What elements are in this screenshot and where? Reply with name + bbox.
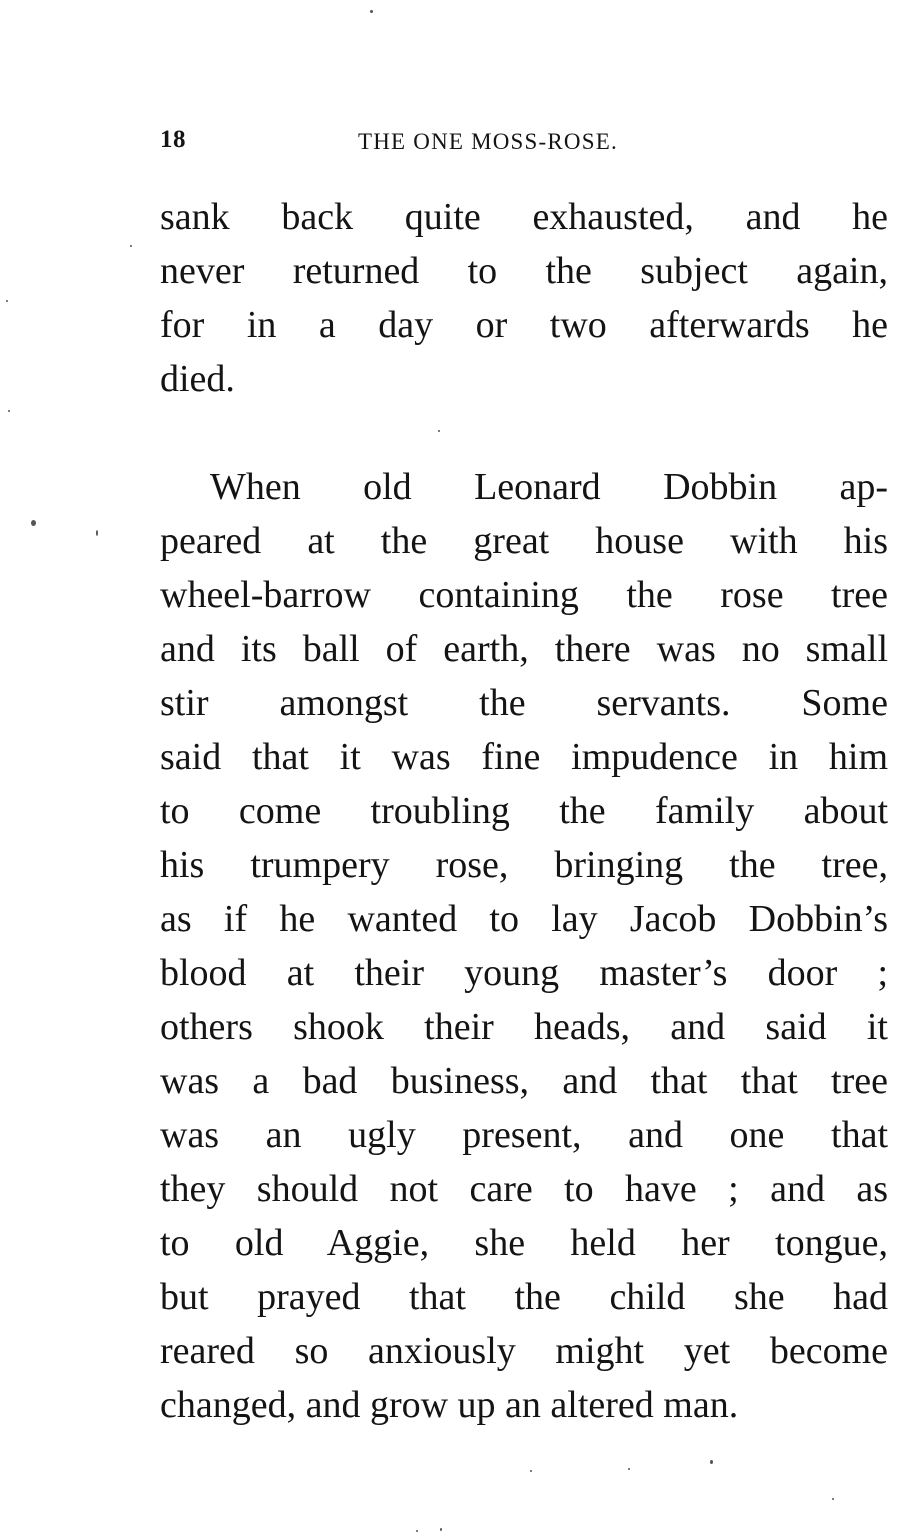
text-line: wheel-barrow containing the rose tree xyxy=(160,574,888,616)
text-line: peared at the great house with his xyxy=(160,520,888,562)
scan-speck xyxy=(130,245,132,247)
scan-speck xyxy=(96,530,98,536)
scan-speck xyxy=(628,1468,630,1470)
scan-speck xyxy=(832,1498,834,1500)
running-header xyxy=(160,126,890,162)
text-line: his trumpery rose, bringing the tree, xyxy=(160,844,888,886)
text-line: and its ball of earth, there was no small xyxy=(160,628,888,670)
text-line: but prayed that the child she had xyxy=(160,1276,888,1318)
paragraph-2 xyxy=(160,460,888,1432)
text-line: When old Leonard Dobbin ap- xyxy=(210,466,888,508)
text-line: they should not care to have ; and as xyxy=(160,1168,888,1210)
text-line: to old Aggie, she held her tongue, xyxy=(160,1222,888,1264)
text-line: never returned to the subject again, xyxy=(160,250,888,292)
text-line: as if he wanted to lay Jacob Dobbin’s xyxy=(160,898,888,940)
scan-speck xyxy=(440,1528,442,1531)
text-line: sank back quite exhausted, and he xyxy=(160,196,888,238)
scan-speck xyxy=(8,410,10,412)
text-line: was a bad business, and that that tree xyxy=(160,1060,888,1102)
scan-speck xyxy=(710,1460,713,1464)
scan-speck xyxy=(6,300,8,302)
scan-speck xyxy=(530,1470,532,1472)
running-title: THE ONE MOSS-ROSE. xyxy=(358,129,618,154)
text-line: was an ugly present, and one that xyxy=(160,1114,888,1156)
text-line: changed, and grow up an altered man. xyxy=(160,1384,739,1426)
text-line: blood at their young master’s door ; xyxy=(160,952,888,994)
page-number: 18 xyxy=(160,126,186,153)
text-line: others shook their heads, and said it xyxy=(160,1006,888,1048)
text-line: reared so anxiously might yet become xyxy=(160,1330,888,1372)
scan-speck xyxy=(370,10,373,13)
text-line: said that it was fine impudence in him xyxy=(160,736,888,778)
paragraph-1 xyxy=(160,190,888,406)
scan-speck xyxy=(438,430,440,432)
scan-speck xyxy=(416,1530,418,1532)
text-line: to come troubling the family about xyxy=(160,790,888,832)
text-line: stir amongst the servants. Some xyxy=(160,682,888,724)
text-line: for in a day or two afterwards he xyxy=(160,304,888,346)
scan-speck xyxy=(31,520,36,526)
text-line: died. xyxy=(160,358,235,400)
